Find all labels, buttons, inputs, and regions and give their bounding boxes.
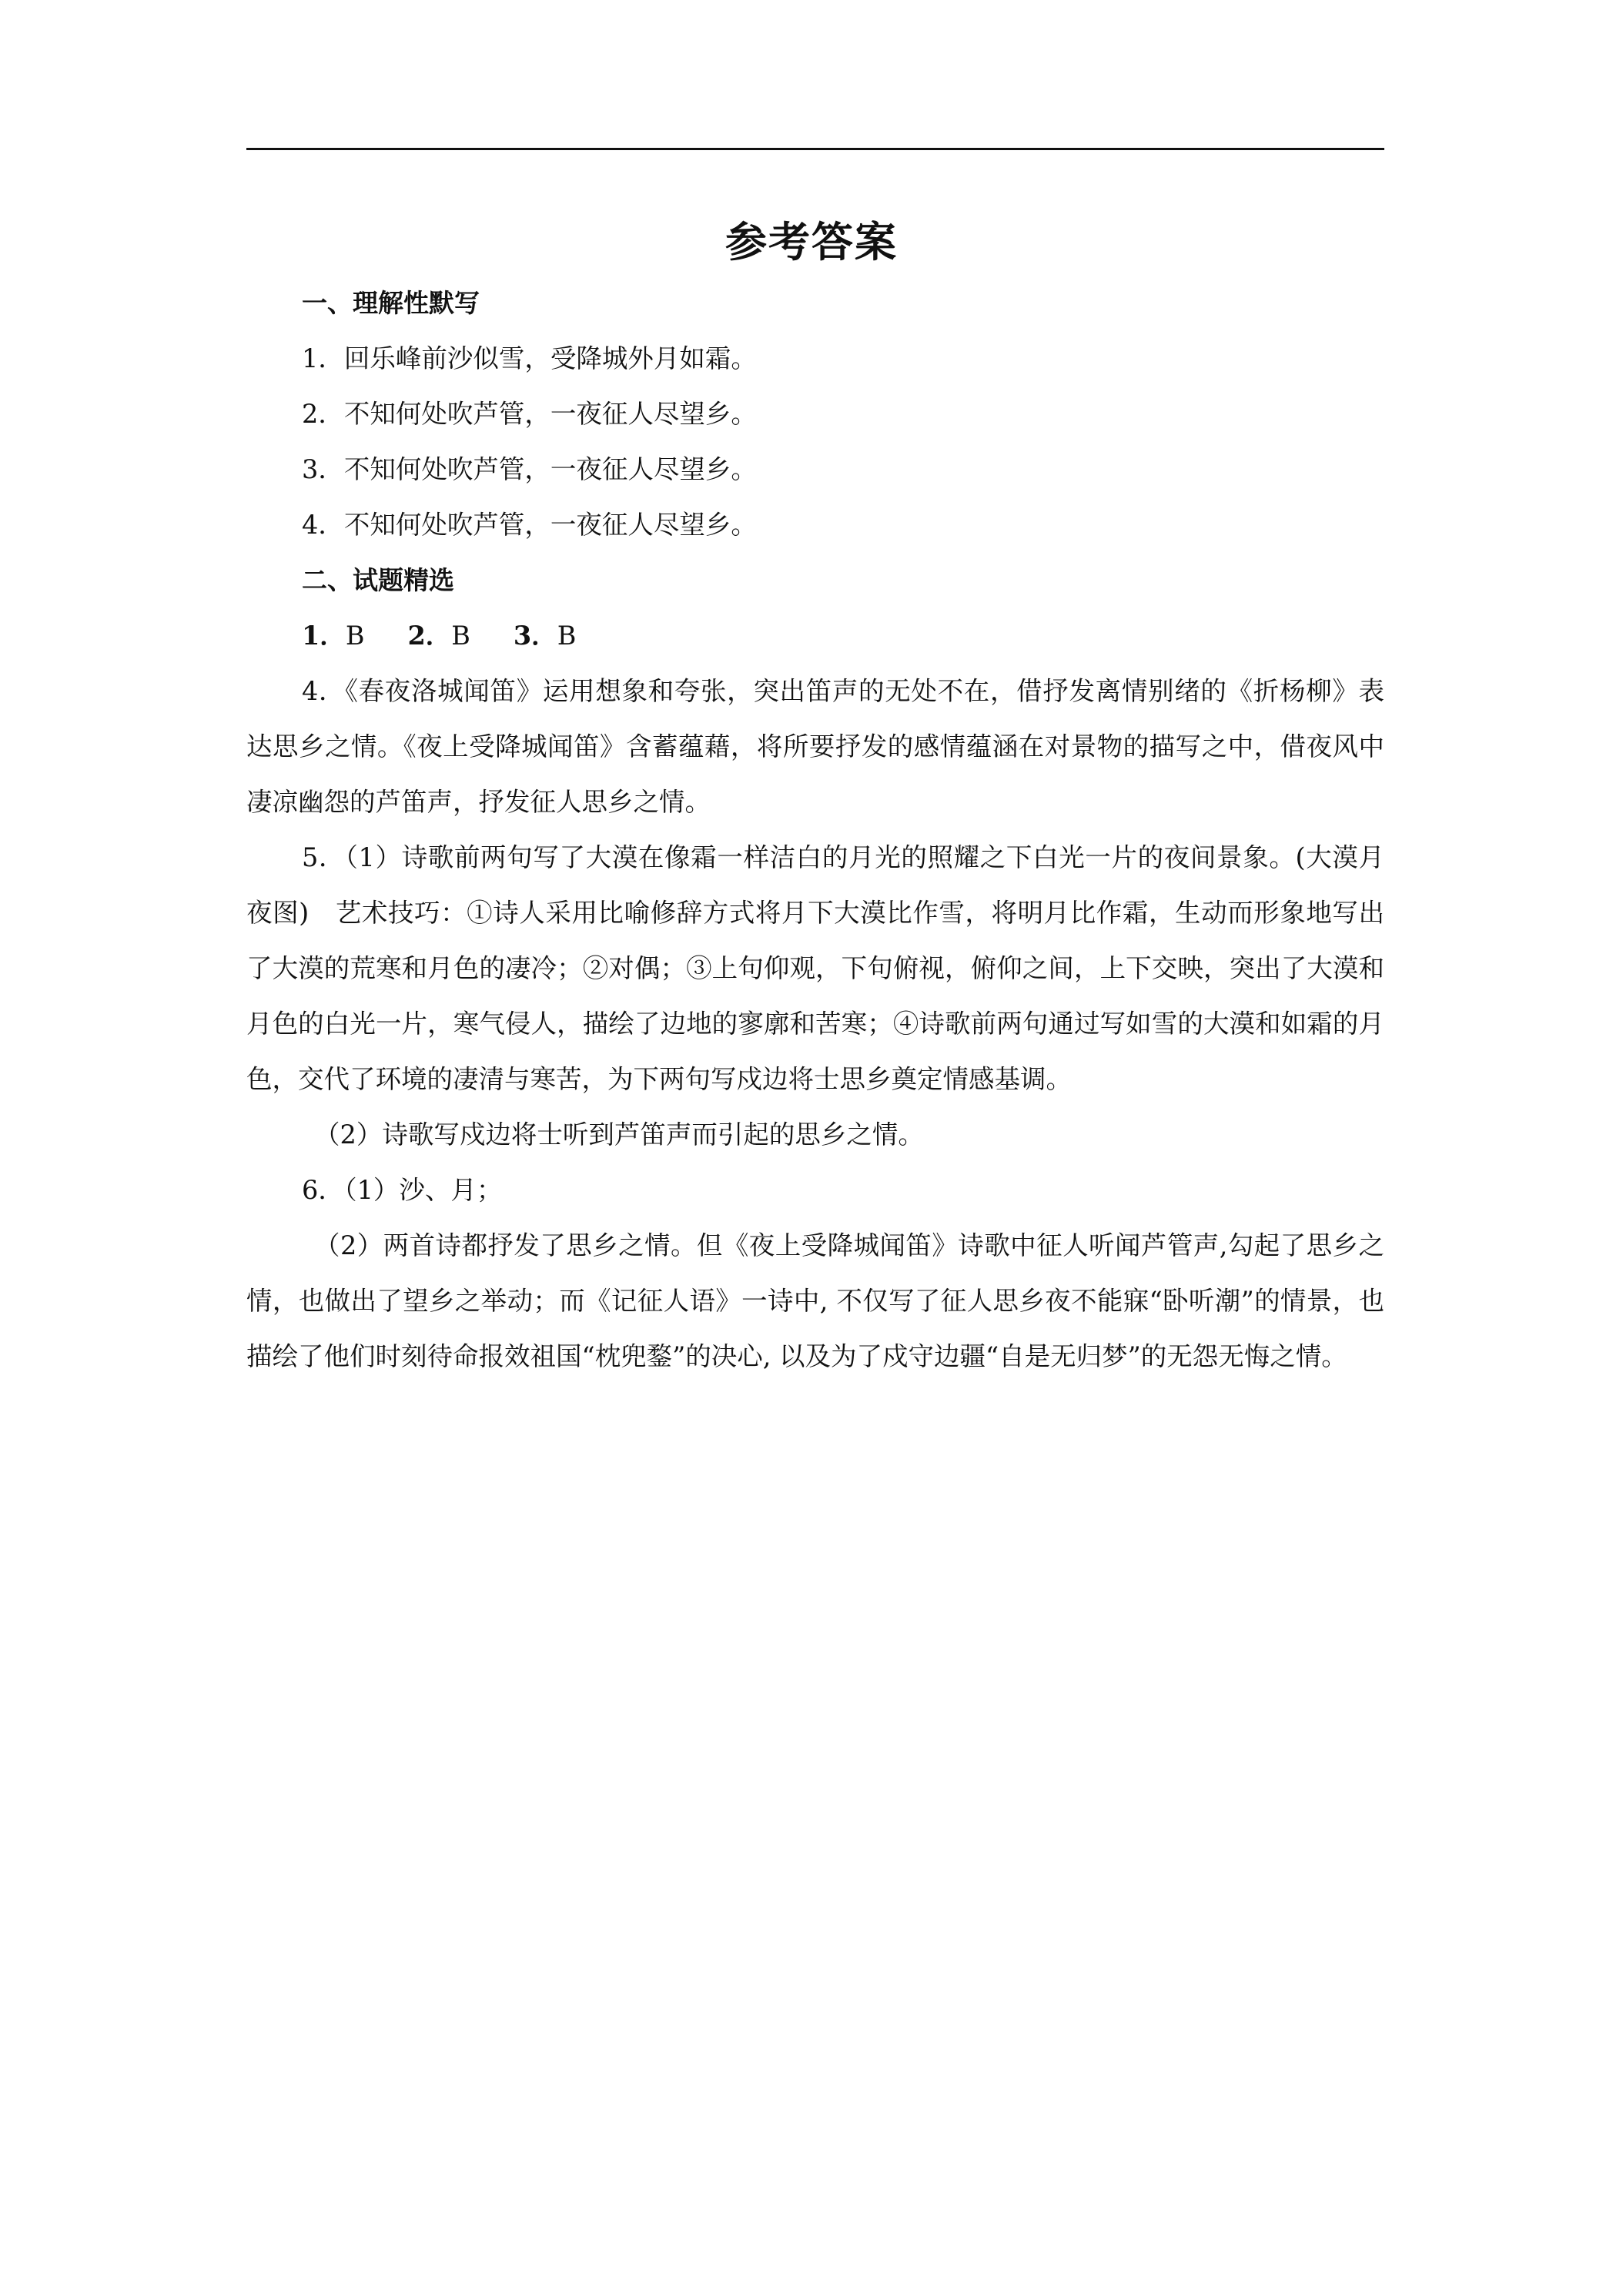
choice-answers: [246, 608, 1384, 664]
answer-paragraph-5-1: 5．（1）诗歌前两句写了大漠在像霜一样洁白的月光的照耀之下白光一片的夜间景象。(大漠月夜图) 艺术技巧：①诗人采用比喻修辞方式将月下大漠比作雪，将明月比作霜，生动而形象地写出了大漠的荒寒和月色的凄冷；②对偶；③上句仰观，下句俯视，俯仰之间，上下交映，突出了大漠和月色的白光一片，寒气侵人，描绘了边地的寥廓和苦寒；④诗歌前两句通过写如雪的大漠和如霜的月色，交代了环境的凄清与寒苦，为下两句写戍边将士思乡奠定情感基调。: [246, 842, 1384, 1094]
page-title: 参考答案: [725, 218, 898, 266]
section-heading-1: 一、理解性默写: [302, 288, 480, 318]
answer-paragraph-6-1: 6．（1）沙、月；: [302, 1175, 503, 1205]
choice-value: B: [345, 621, 365, 651]
choice-value: B: [557, 621, 577, 651]
answer-paragraph-4: 4．《春夜洛城闻笛》运用想象和夸张，突出笛声的无处不在，借抒发离情别绪的《折杨柳》表达思乡之情。《夜上受降城闻笛》含蓄蕴藉，将所要抒发的感情蕴涵在对景物的描写之中，借夜风中凄凉幽怨的芦笛声，抒发征人思乡之情。: [246, 676, 1384, 817]
choice-number: 3．: [513, 621, 557, 651]
section-heading-2: 二、试题精选: [302, 565, 454, 595]
answer-line: 4．不知何处吹芦管，一夜征人尽望乡。: [302, 510, 757, 540]
answer-line: 1．回乐峰前沙似雪，受降城外月如霜。: [302, 343, 757, 373]
choice-number: 1．: [302, 621, 346, 651]
answer-paragraph-6-2: （2）两首诗都抒发了思乡之情。但《夜上受降城闻笛》诗歌中征人听闻芦管声,勾起了思乡之情，也做出了望乡之举动；而《记征人语》一诗中, 不仅写了征人思乡夜不能寐“卧听潮”的情景，也描绘了他们时刻待命报效祖国“枕兜鍪”的决心, 以及为了戍守边疆“自是无归梦”的无怨无悔之情。: [246, 1230, 1384, 1371]
answer-paragraph-5-2: （2）诗歌写戍边将士听到芦笛声而引起的思乡之情。: [314, 1120, 924, 1150]
header-rule: [246, 148, 1384, 150]
choice-value: B: [451, 621, 470, 651]
choice-number: 2．: [407, 621, 452, 651]
answer-line: 3．不知何处吹芦管，一夜征人尽望乡。: [302, 454, 757, 484]
answer-line: 2．不知何处吹芦管，一夜征人尽望乡。: [302, 399, 757, 429]
answer-content: [246, 276, 1384, 1384]
